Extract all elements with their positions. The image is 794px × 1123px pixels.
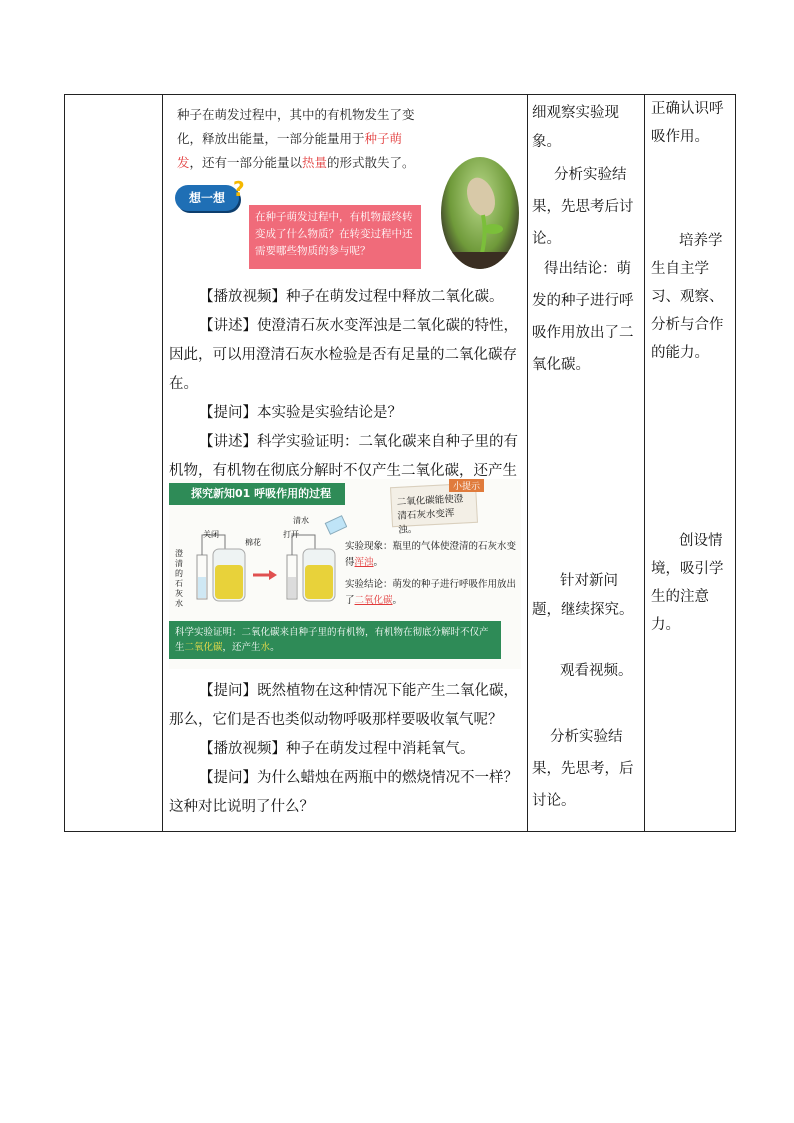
phenomenon-end: 。 — [373, 557, 384, 568]
tag-question: 【提问】 — [199, 683, 257, 699]
experiment-conclusion — [345, 577, 517, 609]
experiment-phenomenon — [345, 539, 517, 571]
tip-title-tag — [449, 479, 484, 492]
think-title: 想一想 — [188, 191, 225, 205]
student-item-6: 分析实验结果，先思考，后讨论。 — [532, 729, 634, 809]
student-item-2: 分析实验结果，先思考后讨论。 — [532, 167, 634, 247]
science-proof-bar — [169, 621, 501, 659]
science-text-c: 。 — [270, 642, 280, 653]
slide-header-text: 探究新知01 呼吸作用的过程 — [191, 487, 332, 500]
teacher-para-2 — [169, 312, 521, 399]
student-item-1: 细观察实验现象。 — [532, 105, 619, 150]
label-cotton: 棉花 — [245, 538, 261, 547]
para-1-text: 种子在萌发过程中释放二氧化碳。 — [286, 289, 504, 305]
tip-text: 二氧化碳能使澄清石灰水变浑浊。 — [396, 493, 464, 536]
highlight-germination: 种子萌发 — [177, 131, 403, 170]
student-activity-column — [528, 95, 644, 831]
teacher-para-1 — [169, 283, 521, 312]
science-text-b: ，还产生 — [222, 642, 261, 653]
think-badge — [175, 185, 239, 211]
seeds-left — [215, 565, 243, 599]
para-4-text: 科学实验证明：二氧化碳来自种子里的有机物，有机物在彻底分解时不仅产生二氧化碳，还产生 — [169, 434, 518, 479]
para-5-text: 既然植物在这种情况下能产生二氧化碳，那么，它们是否也类似动物呼吸那样要吸收氧气呢？ — [169, 683, 518, 728]
para-2-text: 使澄清石灰水变浑浊是二氧化碳的特性，因此，可以用澄清石灰水检验是否有足量的二氧化碳存在。 — [169, 318, 518, 392]
student-item-4: 针对新问题，继续探究。 — [532, 573, 634, 618]
limewater-left — [198, 577, 206, 598]
student-item-5: 观看视频。 — [560, 663, 633, 679]
design-intent-column — [645, 95, 735, 831]
tag-question: 【提问】 — [199, 770, 257, 786]
science-text-a: 科学实验证明：二氧化碳来自种子里的有机物，有机物在彻底分解时不仅产生 — [175, 627, 489, 653]
question-text: 在种子萌发过程中，有机物最终转变成了什么物质？在转变过程中还需要哪些物质的参与呢？ — [255, 211, 413, 257]
tag-play-video: 【播放视频】 — [199, 289, 286, 305]
para-3-text: 本实验是实验结论是？ — [257, 405, 402, 421]
highlight-heat: 热量 — [302, 155, 328, 170]
label-open: 打开 — [283, 530, 299, 539]
para-7-text: 为什么蜡烛在两瓶中的燃烧情况不一样？这种对比说明了什么？ — [169, 770, 518, 815]
slide-text — [177, 103, 427, 175]
conclusion-end: 。 — [392, 595, 403, 606]
slide-text-c: 的形式散失了。 — [327, 155, 415, 170]
label-water: 清水 — [293, 516, 309, 525]
label-limewater: 澄清的石灰水 — [175, 549, 183, 608]
teacher-para-3 — [169, 399, 521, 428]
tip-title: 小提示 — [453, 482, 481, 492]
lesson-table — [64, 94, 736, 832]
phenomenon-answer: 浑浊 — [354, 557, 374, 568]
conclusion-answer: 二氧化碳 — [354, 595, 393, 606]
tag-play-video: 【播放视频】 — [199, 741, 286, 757]
teacher-para-7 — [169, 764, 521, 822]
slide-image-experiment — [169, 479, 521, 669]
slide-image-germination — [169, 97, 519, 275]
limewater-right — [288, 577, 296, 598]
teacher-para-5 — [169, 677, 521, 735]
seedling-icon — [441, 157, 519, 269]
student-item-3: 得出结论：萌发的种子进行呼吸作用放出了二氧化碳。 — [532, 261, 634, 373]
question-box — [249, 205, 421, 269]
seeds-right — [305, 565, 333, 599]
conclusion-text: 实验结论：萌发的种子进行呼吸作用放出了 — [345, 579, 517, 606]
tag-question: 【提问】 — [199, 405, 257, 421]
slide-header — [169, 483, 345, 505]
teacher-para-6 — [169, 735, 521, 764]
intent-item-3: 创设情境，吸引学生的注意力。 — [651, 533, 724, 633]
slide-text-a: 种子在萌发过程中，其中的有机物发生了变化，释放出能量，一部分能量用于 — [177, 107, 415, 146]
science-highlight-co2: 二氧化碳 — [184, 642, 223, 653]
label-close: 关闭 — [203, 530, 219, 539]
tag-narrate: 【讲述】 — [199, 434, 257, 450]
seedling-image — [441, 157, 519, 269]
phenomenon-text: 实验现象：瓶里的气体使澄清的石灰水变得 — [345, 541, 517, 568]
slide-text-b: ，还有一部分能量以 — [189, 155, 303, 170]
tag-narrate: 【讲述】 — [199, 318, 257, 334]
question-mark-icon: ? — [233, 177, 245, 201]
intent-item-2: 培养学生自主学习、观察、分析与合作的能力。 — [651, 233, 724, 361]
science-highlight-water: 水 — [260, 642, 271, 653]
teacher-activity-column — [163, 95, 527, 831]
water-cup — [325, 516, 346, 534]
para-6-text: 种子在萌发过程中消耗氧气。 — [286, 741, 475, 757]
intent-item-1: 正确认识呼吸作用。 — [651, 101, 724, 145]
